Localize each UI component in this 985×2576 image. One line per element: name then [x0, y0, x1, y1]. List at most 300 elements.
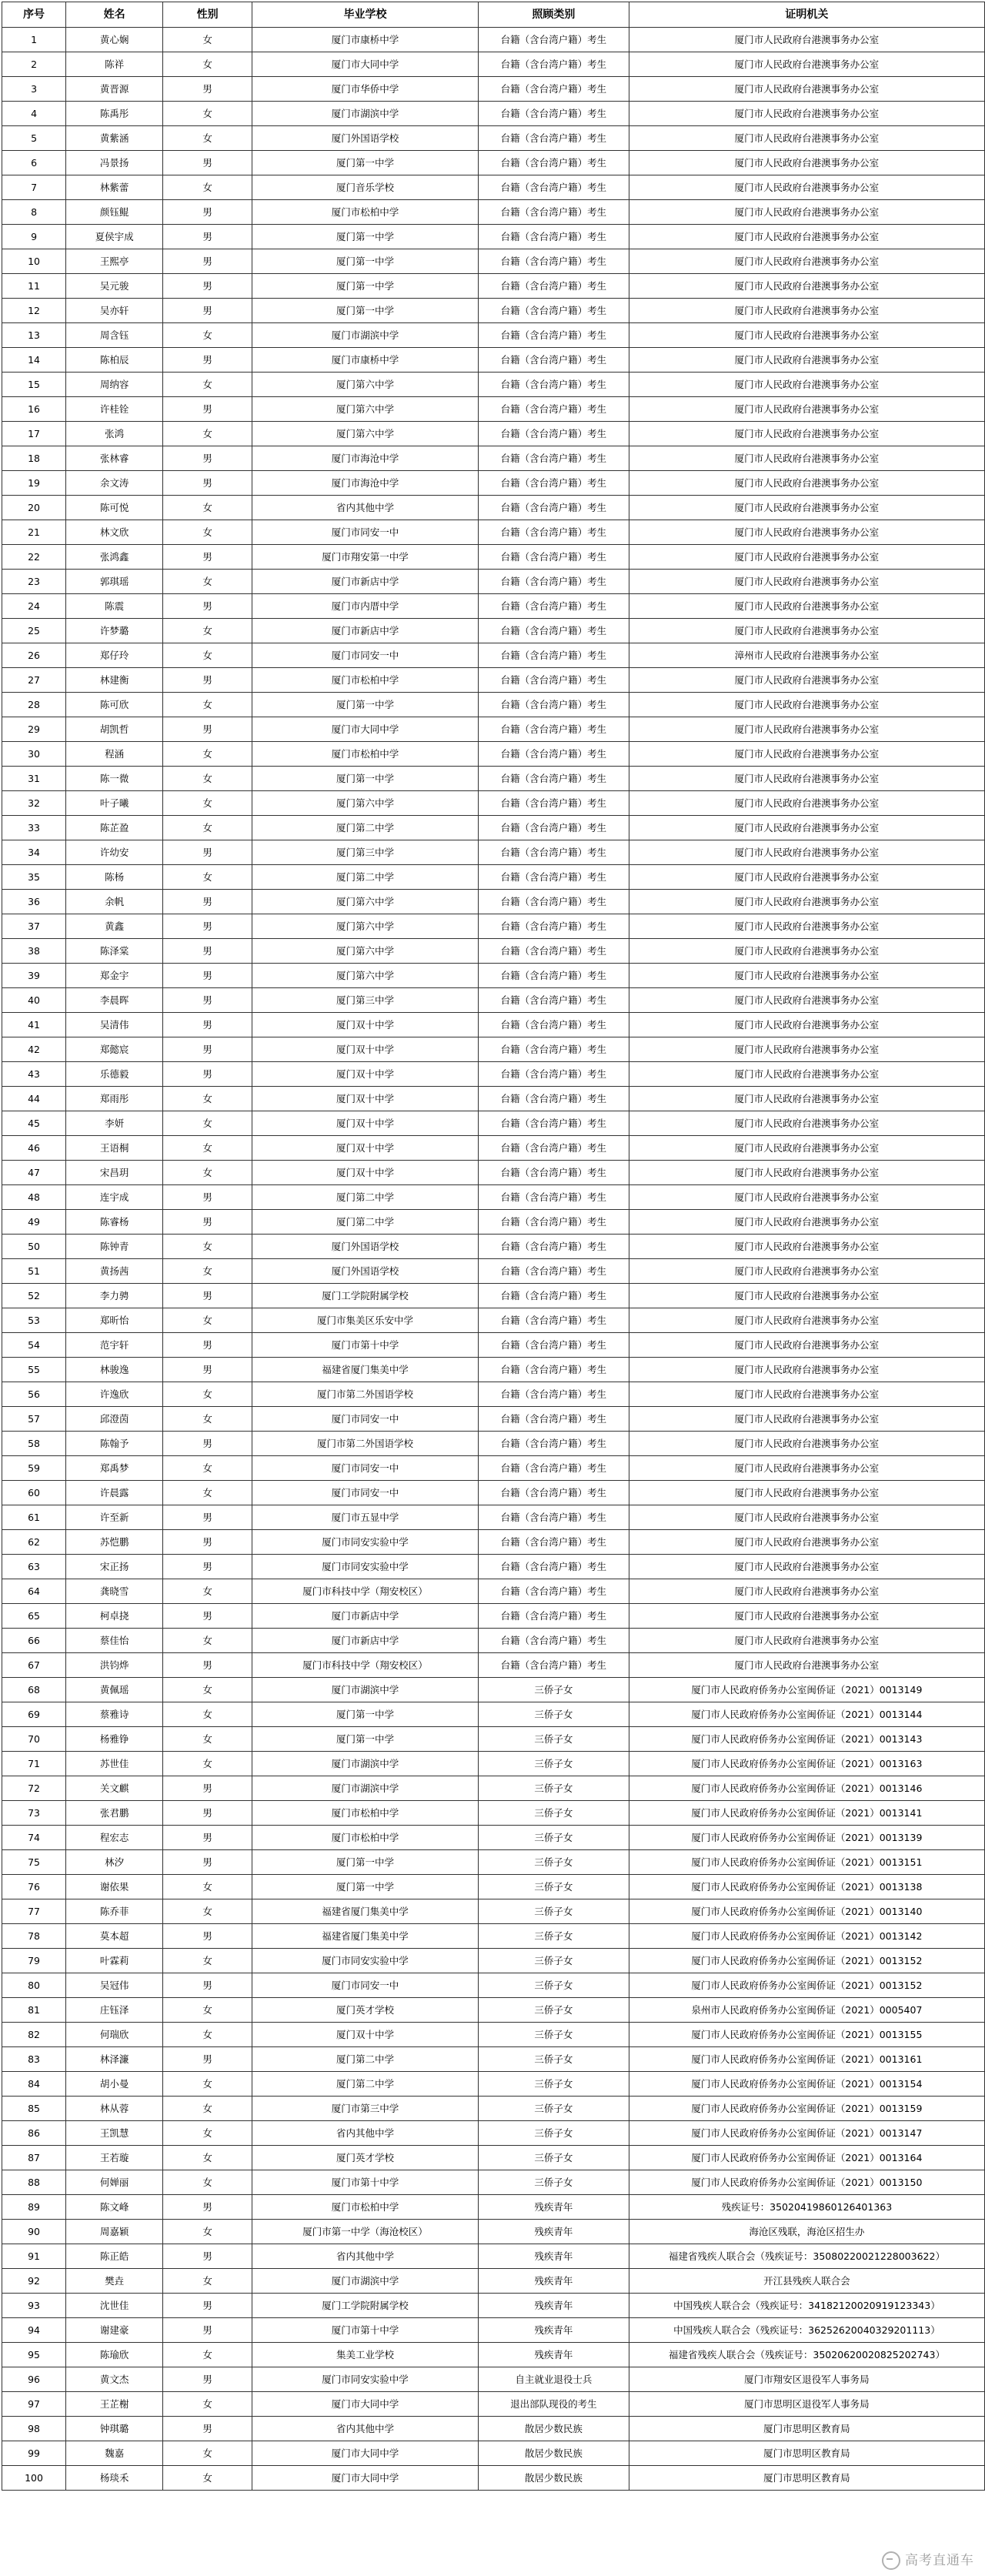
cell-index: 29 — [2, 717, 66, 742]
cell-certifying-org: 厦门市思明区教育局 — [629, 2417, 984, 2441]
cell-gender: 女 — [163, 1382, 252, 1407]
cell-care-type: 台籍（含台湾户籍）考生 — [478, 1013, 629, 1037]
cell-name: 洪钧烨 — [66, 1653, 163, 1678]
cell-certifying-org: 厦门市人民政府侨务办公室闽侨证（2021）0013146 — [629, 1776, 984, 1801]
cell-gender: 女 — [163, 2343, 252, 2367]
cell-care-type: 台籍（含台湾户籍）考生 — [478, 225, 629, 249]
watermark-logo-icon — [882, 2551, 900, 2570]
cell-school: 厦门第一中学 — [252, 1875, 479, 1899]
cell-index: 63 — [2, 1555, 66, 1579]
cell-certifying-org: 厦门市人民政府台港澳事务办公室 — [629, 373, 984, 397]
cell-index: 73 — [2, 1801, 66, 1826]
cell-certifying-org: 厦门市人民政府侨务办公室闽侨证（2021）0013163 — [629, 1752, 984, 1776]
cell-care-type: 台籍（含台湾户籍）考生 — [478, 1210, 629, 1235]
cell-school: 厦门市湖滨中学 — [252, 1776, 479, 1801]
cell-certifying-org: 厦门市人民政府台港澳事务办公室 — [629, 200, 984, 225]
cell-school: 厦门外国语学校 — [252, 1235, 479, 1259]
table-row — [2, 1702, 985, 1727]
cell-certifying-org: 厦门市人民政府台港澳事务办公室 — [629, 668, 984, 693]
cell-name: 沈世佳 — [66, 2294, 163, 2318]
cell-certifying-org: 厦门市人民政府台港澳事务办公室 — [629, 496, 984, 520]
cell-school: 厦门双十中学 — [252, 1087, 479, 1111]
cell-index: 3 — [2, 77, 66, 102]
cell-certifying-org: 厦门市人民政府台港澳事务办公室 — [629, 890, 984, 914]
cell-gender: 女 — [163, 1111, 252, 1136]
cell-index: 25 — [2, 619, 66, 643]
cell-school: 厦门市松柏中学 — [252, 742, 479, 767]
cell-care-type: 三侨子女 — [478, 2097, 629, 2121]
cell-care-type: 台籍（含台湾户籍）考生 — [478, 742, 629, 767]
cell-school: 厦门市同安一中 — [252, 520, 479, 545]
cell-index: 15 — [2, 373, 66, 397]
table-row — [2, 1333, 985, 1358]
cell-school: 厦门第六中学 — [252, 373, 479, 397]
cell-care-type: 台籍（含台湾户籍）考生 — [478, 964, 629, 988]
cell-school: 厦门第一中学 — [252, 1702, 479, 1727]
table-row — [2, 1949, 985, 1973]
cell-school: 厦门市新店中学 — [252, 1604, 479, 1629]
cell-name: 陈柏辰 — [66, 348, 163, 373]
table-row — [2, 767, 985, 791]
table-row — [2, 988, 985, 1013]
cell-school: 厦门第六中学 — [252, 422, 479, 446]
cell-school: 厦门双十中学 — [252, 1161, 479, 1185]
cell-care-type: 台籍（含台湾户籍）考生 — [478, 816, 629, 840]
cell-index: 78 — [2, 1924, 66, 1949]
cell-gender: 女 — [163, 643, 252, 668]
cell-name: 余帆 — [66, 890, 163, 914]
cell-care-type: 三侨子女 — [478, 2146, 629, 2170]
cell-gender: 女 — [163, 102, 252, 126]
table-header-row — [2, 2, 985, 28]
cell-index: 95 — [2, 2343, 66, 2367]
cell-school: 厦门市新店中学 — [252, 619, 479, 643]
cell-school: 厦门市湖滨中学 — [252, 323, 479, 348]
cell-name: 陈瑜欣 — [66, 2343, 163, 2367]
cell-name: 王芷榭 — [66, 2392, 163, 2417]
cell-index: 41 — [2, 1013, 66, 1037]
cell-gender: 男 — [163, 1530, 252, 1555]
cell-name: 谢建豪 — [66, 2318, 163, 2343]
cell-gender: 男 — [163, 914, 252, 939]
cell-certifying-org: 厦门市人民政府侨务办公室闽侨证（2021）0013155 — [629, 2023, 984, 2047]
cell-name: 黄佩瑶 — [66, 1678, 163, 1702]
cell-certifying-org: 厦门市人民政府台港澳事务办公室 — [629, 964, 984, 988]
table-row — [2, 323, 985, 348]
cell-index: 16 — [2, 397, 66, 422]
cell-index: 66 — [2, 1629, 66, 1653]
cell-care-type: 三侨子女 — [478, 1776, 629, 1801]
cell-certifying-org: 厦门市人民政府台港澳事务办公室 — [629, 570, 984, 594]
cell-name: 张鸿鑫 — [66, 545, 163, 570]
table-row — [2, 1973, 985, 1998]
header-name: 姓名 — [66, 2, 163, 28]
cell-care-type: 台籍（含台湾户籍）考生 — [478, 1555, 629, 1579]
cell-name: 许逸欣 — [66, 1382, 163, 1407]
cell-school: 厦门市第二外国语学校 — [252, 1432, 479, 1456]
header-gender: 性别 — [163, 2, 252, 28]
cell-name: 苏恺鹏 — [66, 1530, 163, 1555]
cell-certifying-org: 厦门市思明区教育局 — [629, 2441, 984, 2466]
cell-certifying-org: 厦门市人民政府侨务办公室闽侨证（2021）0013144 — [629, 1702, 984, 1727]
cell-certifying-org: 厦门市人民政府台港澳事务办公室 — [629, 1259, 984, 1284]
cell-gender: 女 — [163, 816, 252, 840]
cell-gender: 男 — [163, 2367, 252, 2392]
cell-name: 黄紫涵 — [66, 126, 163, 151]
cell-certifying-org: 厦门市人民政府台港澳事务办公室 — [629, 1555, 984, 1579]
table-row — [2, 1432, 985, 1456]
cell-name: 黄扬茜 — [66, 1259, 163, 1284]
cell-gender: 男 — [163, 1505, 252, 1530]
cell-gender: 男 — [163, 1801, 252, 1826]
cell-care-type: 台籍（含台湾户籍）考生 — [478, 840, 629, 865]
table-row — [2, 471, 985, 496]
cell-school: 厦门第六中学 — [252, 890, 479, 914]
cell-name: 陈睿杨 — [66, 1210, 163, 1235]
cell-gender: 男 — [163, 299, 252, 323]
cell-index: 72 — [2, 1776, 66, 1801]
cell-index: 64 — [2, 1579, 66, 1604]
table-row — [2, 1185, 985, 1210]
table-row — [2, 1456, 985, 1481]
cell-index: 50 — [2, 1235, 66, 1259]
cell-index: 100 — [2, 2466, 66, 2491]
cell-index: 43 — [2, 1062, 66, 1087]
cell-school: 厦门双十中学 — [252, 1111, 479, 1136]
table-row — [2, 742, 985, 767]
table-body — [2, 28, 985, 2491]
cell-gender: 女 — [163, 1456, 252, 1481]
cell-index: 97 — [2, 2392, 66, 2417]
cell-school: 厦门市海沧中学 — [252, 471, 479, 496]
cell-gender: 女 — [163, 693, 252, 717]
cell-name: 范宇轩 — [66, 1333, 163, 1358]
cell-care-type: 台籍（含台湾户籍）考生 — [478, 77, 629, 102]
cell-name: 林汐 — [66, 1850, 163, 1875]
cell-care-type: 台籍（含台湾户籍）考生 — [478, 890, 629, 914]
cell-gender: 男 — [163, 348, 252, 373]
table-row — [2, 2441, 985, 2466]
cell-certifying-org: 厦门市人民政府台港澳事务办公室 — [629, 865, 984, 890]
cell-school: 厦门市同安实验中学 — [252, 2367, 479, 2392]
table-row — [2, 791, 985, 816]
cell-care-type: 退出部队现役的考生 — [478, 2392, 629, 2417]
cell-name: 叶霖莉 — [66, 1949, 163, 1973]
cell-school: 厦门第六中学 — [252, 964, 479, 988]
cell-care-type: 台籍（含台湾户籍）考生 — [478, 1111, 629, 1136]
cell-care-type: 台籍（含台湾户籍）考生 — [478, 668, 629, 693]
cell-gender: 女 — [163, 1702, 252, 1727]
cell-school: 厦门第二中学 — [252, 816, 479, 840]
cell-index: 56 — [2, 1382, 66, 1407]
cell-gender: 男 — [163, 1210, 252, 1235]
table-row — [2, 52, 985, 77]
cell-care-type: 台籍（含台湾户籍）考生 — [478, 323, 629, 348]
cell-name: 郑懿宸 — [66, 1037, 163, 1062]
cell-certifying-org: 厦门市人民政府台港澳事务办公室 — [629, 939, 984, 964]
cell-gender: 男 — [163, 1013, 252, 1037]
cell-certifying-org: 厦门市人民政府台港澳事务办公室 — [629, 1062, 984, 1087]
cell-care-type: 三侨子女 — [478, 2170, 629, 2195]
cell-gender: 男 — [163, 2195, 252, 2220]
cell-certifying-org: 厦门市人民政府侨务办公室闽侨证（2021）0013161 — [629, 2047, 984, 2072]
cell-school: 厦门市同安一中 — [252, 1481, 479, 1505]
table-row — [2, 1850, 985, 1875]
cell-certifying-org: 厦门市人民政府台港澳事务办公室 — [629, 1087, 984, 1111]
cell-care-type: 台籍（含台湾户籍）考生 — [478, 693, 629, 717]
cell-school: 厦门英才学校 — [252, 2146, 479, 2170]
cell-index: 83 — [2, 2047, 66, 2072]
cell-school: 厦门工学院附属学校 — [252, 1284, 479, 1308]
cell-gender: 女 — [163, 2121, 252, 2146]
cell-certifying-org: 厦门市人民政府侨务办公室闽侨证（2021）0013151 — [629, 1850, 984, 1875]
cell-certifying-org: 厦门市人民政府台港澳事务办公室 — [629, 1037, 984, 1062]
cell-care-type: 残疾青年 — [478, 2343, 629, 2367]
cell-certifying-org: 厦门市人民政府台港澳事务办公室 — [629, 102, 984, 126]
cell-school: 厦门市第三中学 — [252, 2097, 479, 2121]
cell-school: 厦门市五显中学 — [252, 1505, 479, 1530]
cell-gender: 女 — [163, 1235, 252, 1259]
table-row — [2, 1037, 985, 1062]
cell-certifying-org: 厦门市人民政府台港澳事务办公室 — [629, 1013, 984, 1037]
cell-care-type: 台籍（含台湾户籍）考生 — [478, 594, 629, 619]
cell-gender: 男 — [163, 594, 252, 619]
cell-school: 厦门第一中学 — [252, 249, 479, 274]
cell-care-type: 散居少数民族 — [478, 2417, 629, 2441]
table-row — [2, 2047, 985, 2072]
cell-certifying-org: 残疾证号：35020419860126401363 — [629, 2195, 984, 2220]
cell-certifying-org: 厦门市人民政府侨务办公室闽侨证（2021）0013139 — [629, 1826, 984, 1850]
cell-care-type: 残疾青年 — [478, 2195, 629, 2220]
cell-name: 张鸿 — [66, 422, 163, 446]
table-row — [2, 1555, 985, 1579]
cell-name: 宋昌玥 — [66, 1161, 163, 1185]
cell-school: 厦门第二中学 — [252, 1210, 479, 1235]
cell-name: 吴亦轩 — [66, 299, 163, 323]
cell-gender: 女 — [163, 2392, 252, 2417]
table-row — [2, 1924, 985, 1949]
table-row — [2, 397, 985, 422]
cell-school: 厦门市同安实验中学 — [252, 1530, 479, 1555]
cell-care-type: 台籍（含台湾户籍）考生 — [478, 348, 629, 373]
cell-school: 厦门工学院附属学校 — [252, 2294, 479, 2318]
cell-certifying-org: 厦门市人民政府台港澳事务办公室 — [629, 1358, 984, 1382]
cell-index: 99 — [2, 2441, 66, 2466]
cell-index: 91 — [2, 2244, 66, 2269]
cell-index: 84 — [2, 2072, 66, 2097]
cell-school: 厦门第二中学 — [252, 1185, 479, 1210]
cell-name: 郑雨彤 — [66, 1087, 163, 1111]
cell-school: 厦门市同安一中 — [252, 1407, 479, 1432]
cell-school: 厦门市同安实验中学 — [252, 1555, 479, 1579]
cell-gender: 女 — [163, 1727, 252, 1752]
cell-care-type: 台籍（含台湾户籍）考生 — [478, 791, 629, 816]
cell-certifying-org: 厦门市人民政府侨务办公室闽侨证（2021）0013154 — [629, 2072, 984, 2097]
cell-certifying-org: 厦门市人民政府台港澳事务办公室 — [629, 299, 984, 323]
cell-name: 许桂铨 — [66, 397, 163, 422]
cell-name: 陈芷盈 — [66, 816, 163, 840]
cell-certifying-org: 厦门市人民政府侨务办公室闽侨证（2021）0013143 — [629, 1727, 984, 1752]
cell-certifying-org: 厦门市思明区退役军人事务局 — [629, 2392, 984, 2417]
cell-care-type: 台籍（含台湾户籍）考生 — [478, 102, 629, 126]
cell-school: 厦门第一中学 — [252, 1850, 479, 1875]
cell-care-type: 台籍（含台湾户籍）考生 — [478, 1161, 629, 1185]
cell-school: 厦门市湖滨中学 — [252, 1752, 479, 1776]
cell-gender: 女 — [163, 2023, 252, 2047]
cell-certifying-org: 厦门市人民政府台港澳事务办公室 — [629, 1284, 984, 1308]
table-row — [2, 2072, 985, 2097]
cell-index: 65 — [2, 1604, 66, 1629]
table-row — [2, 2367, 985, 2392]
table-row — [2, 77, 985, 102]
cell-name: 谢依果 — [66, 1875, 163, 1899]
cell-index: 60 — [2, 1481, 66, 1505]
cell-gender: 男 — [163, 200, 252, 225]
cell-gender: 女 — [163, 496, 252, 520]
cell-index: 81 — [2, 1998, 66, 2023]
table-row — [2, 1136, 985, 1161]
cell-care-type: 台籍（含台湾户籍）考生 — [478, 619, 629, 643]
cell-gender: 男 — [163, 1653, 252, 1678]
cell-certifying-org: 厦门市人民政府台港澳事务办公室 — [629, 1530, 984, 1555]
cell-index: 6 — [2, 151, 66, 175]
cell-care-type: 三侨子女 — [478, 1973, 629, 1998]
table-row — [2, 1481, 985, 1505]
cell-name: 李晨晖 — [66, 988, 163, 1013]
cell-gender: 男 — [163, 988, 252, 1013]
cell-index: 19 — [2, 471, 66, 496]
cell-index: 45 — [2, 1111, 66, 1136]
cell-care-type: 台籍（含台湾户籍）考生 — [478, 1308, 629, 1333]
table-row — [2, 914, 985, 939]
cell-index: 67 — [2, 1653, 66, 1678]
cell-care-type: 台籍（含台湾户籍）考生 — [478, 914, 629, 939]
cell-school: 厦门市大同中学 — [252, 717, 479, 742]
cell-care-type: 三侨子女 — [478, 1875, 629, 1899]
cell-index: 20 — [2, 496, 66, 520]
cell-certifying-org: 厦门市人民政府台港澳事务办公室 — [629, 1407, 984, 1432]
cell-care-type: 台籍（含台湾户籍）考生 — [478, 1481, 629, 1505]
cell-name: 夏侯宇成 — [66, 225, 163, 249]
cell-care-type: 三侨子女 — [478, 1998, 629, 2023]
table-row — [2, 126, 985, 151]
cell-gender: 男 — [163, 1062, 252, 1087]
table-row — [2, 274, 985, 299]
cell-gender: 男 — [163, 1037, 252, 1062]
cell-index: 35 — [2, 865, 66, 890]
cell-gender: 女 — [163, 422, 252, 446]
cell-name: 樊垚 — [66, 2269, 163, 2294]
cell-gender: 女 — [163, 2220, 252, 2244]
cell-name: 黄文杰 — [66, 2367, 163, 2392]
cell-care-type: 台籍（含台湾户籍）考生 — [478, 570, 629, 594]
cell-care-type: 台籍（含台湾户籍）考生 — [478, 767, 629, 791]
cell-index: 98 — [2, 2417, 66, 2441]
cell-school: 厦门市内厝中学 — [252, 594, 479, 619]
cell-gender: 男 — [163, 1555, 252, 1579]
cell-care-type: 台籍（含台湾户籍）考生 — [478, 988, 629, 1013]
cell-care-type: 台籍（含台湾户籍）考生 — [478, 1062, 629, 1087]
cell-school: 厦门市同安一中 — [252, 643, 479, 668]
table-row — [2, 1358, 985, 1382]
cell-gender: 女 — [163, 126, 252, 151]
cell-certifying-org: 厦门市人民政府台港澳事务办公室 — [629, 471, 984, 496]
cell-school: 厦门市大同中学 — [252, 2466, 479, 2491]
cell-name: 邱澄茵 — [66, 1407, 163, 1432]
cell-care-type: 台籍（含台湾户籍）考生 — [478, 1432, 629, 1456]
cell-certifying-org: 厦门市人民政府台港澳事务办公室 — [629, 693, 984, 717]
cell-school: 厦门市大同中学 — [252, 52, 479, 77]
header-care-type: 照顾类别 — [478, 2, 629, 28]
cell-certifying-org: 厦门市人民政府台港澳事务办公室 — [629, 225, 984, 249]
cell-care-type: 台籍（含台湾户籍）考生 — [478, 1358, 629, 1382]
table-row — [2, 28, 985, 52]
cell-gender: 男 — [163, 446, 252, 471]
cell-name: 魏嘉 — [66, 2441, 163, 2466]
cell-school: 厦门音乐学校 — [252, 175, 479, 200]
cell-index: 75 — [2, 1850, 66, 1875]
cell-certifying-org: 厦门市人民政府台港澳事务办公室 — [629, 1333, 984, 1358]
cell-care-type: 台籍（含台湾户籍）考生 — [478, 1259, 629, 1284]
cell-index: 89 — [2, 2195, 66, 2220]
cell-certifying-org: 厦门市人民政府台港澳事务办公室 — [629, 126, 984, 151]
cell-name: 李力骋 — [66, 1284, 163, 1308]
cell-school: 厦门外国语学校 — [252, 1259, 479, 1284]
cell-gender: 女 — [163, 2170, 252, 2195]
cell-index: 74 — [2, 1826, 66, 1850]
cell-index: 8 — [2, 200, 66, 225]
table-row — [2, 1998, 985, 2023]
cell-gender: 男 — [163, 2318, 252, 2343]
cell-gender: 男 — [163, 964, 252, 988]
header-index: 序号 — [2, 2, 66, 28]
cell-name: 柯卓挠 — [66, 1604, 163, 1629]
cell-index: 14 — [2, 348, 66, 373]
cell-name: 林紫蕾 — [66, 175, 163, 200]
cell-certifying-org: 厦门市人民政府台港澳事务办公室 — [629, 274, 984, 299]
cell-care-type: 台籍（含台湾户籍）考生 — [478, 471, 629, 496]
cell-certifying-org: 厦门市人民政府台港澳事务办公室 — [629, 742, 984, 767]
table-row — [2, 1678, 985, 1702]
cell-name: 何瑞欣 — [66, 2023, 163, 2047]
cell-school: 厦门市新店中学 — [252, 570, 479, 594]
cell-name: 黄晋源 — [66, 77, 163, 102]
cell-care-type: 台籍（含台湾户籍）考生 — [478, 200, 629, 225]
cell-index: 32 — [2, 791, 66, 816]
table-row — [2, 348, 985, 373]
cell-index: 51 — [2, 1259, 66, 1284]
cell-certifying-org: 厦门市人民政府台港澳事务办公室 — [629, 28, 984, 52]
cell-care-type: 三侨子女 — [478, 2121, 629, 2146]
cell-name: 王语桐 — [66, 1136, 163, 1161]
cell-school: 省内其他中学 — [252, 496, 479, 520]
cell-name: 王熙亭 — [66, 249, 163, 274]
cell-name: 林从蓉 — [66, 2097, 163, 2121]
cell-school: 福建省厦门集美中学 — [252, 1358, 479, 1382]
table-row — [2, 1801, 985, 1826]
cell-name: 林建衡 — [66, 668, 163, 693]
cell-index: 71 — [2, 1752, 66, 1776]
table-row — [2, 2466, 985, 2491]
cell-gender: 男 — [163, 1333, 252, 1358]
cell-name: 杨琰禾 — [66, 2466, 163, 2491]
cell-gender: 男 — [163, 717, 252, 742]
cell-certifying-org: 厦门市人民政府侨务办公室闽侨证（2021）0013142 — [629, 1924, 984, 1949]
cell-school: 厦门市大同中学 — [252, 2392, 479, 2417]
cell-gender: 男 — [163, 2047, 252, 2072]
table-row — [2, 2244, 985, 2269]
cell-care-type: 台籍（含台湾户籍）考生 — [478, 1653, 629, 1678]
